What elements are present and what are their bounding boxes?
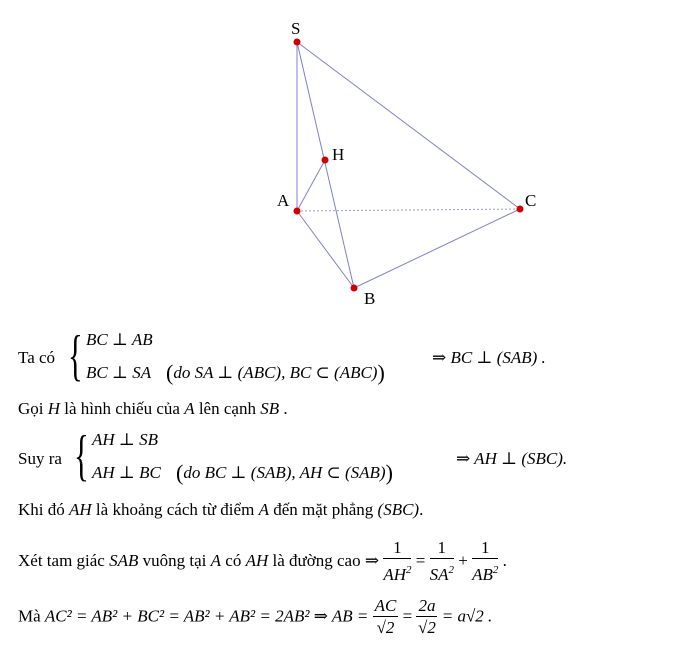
eq: =	[402, 606, 413, 626]
point-B	[351, 285, 358, 292]
label-B: B	[364, 289, 376, 308]
point-S	[294, 39, 301, 46]
line-khi-do	[18, 500, 423, 520]
text: là hình chiếu của	[60, 399, 185, 418]
var-AH: AH	[69, 500, 92, 519]
fraction-2a-over-root2	[416, 596, 437, 639]
end: .	[502, 550, 507, 570]
var-SAB: SAB	[109, 550, 139, 570]
sup: 2	[492, 564, 499, 576]
text: vuông tại	[138, 550, 211, 570]
line-ma	[18, 596, 492, 639]
eq: =	[415, 550, 426, 570]
den: AB	[472, 565, 493, 584]
sys2-result: ⇒ AH ⊥ (SBC).	[456, 449, 568, 468]
sys1-row2a: BC ⊥ SA	[86, 363, 152, 382]
sys1-row2-paren: (do SA ⊥ (ABC), BC ⊂ (ABC))	[166, 360, 385, 385]
sys2-row2b: do BC ⊥ (SAB), AH ⊂ (SAB)	[183, 463, 386, 482]
sys1-row1: BC ⊥ AB	[86, 330, 153, 349]
text: có	[221, 550, 246, 570]
sup: 2	[405, 564, 412, 576]
pyramid-figure	[0, 0, 678, 320]
point-H	[322, 157, 329, 164]
lead-suy-ra: Suy ra	[18, 449, 62, 468]
num: AC	[374, 596, 397, 615]
label-C: C	[525, 191, 537, 210]
label-H: H	[332, 145, 345, 164]
var-A: A	[184, 399, 195, 418]
point-C	[517, 206, 524, 213]
num: 1	[472, 538, 498, 559]
line-xet-tam-giac	[18, 538, 507, 586]
var-A: A	[210, 550, 222, 570]
tail: = a√2 .	[441, 606, 493, 626]
var-SB: SB	[260, 399, 280, 418]
fraction-1-over-AB2	[472, 538, 498, 586]
text: Mà	[18, 606, 45, 626]
num: 1	[430, 538, 454, 559]
plus: +	[458, 550, 468, 570]
den: √2	[418, 618, 436, 637]
fraction-1-over-AH2	[383, 538, 411, 586]
edge-AH	[297, 160, 325, 211]
text: lên cạnh	[194, 399, 261, 418]
text: Gọi	[18, 399, 48, 418]
edge-AC-hidden	[297, 209, 520, 211]
num: 1	[383, 538, 411, 559]
sys2-row2a: AH ⊥ BC	[92, 463, 161, 482]
brace-2: {	[74, 425, 89, 487]
den: √2	[376, 618, 395, 637]
var-H: H	[47, 399, 61, 418]
var-SBC: (SBC)	[377, 500, 420, 519]
text: .	[279, 399, 288, 418]
expr: AC² = AB² + BC² = AB² + AB² = 2AB² ⇒ AB =	[44, 606, 369, 626]
point-A	[294, 208, 301, 215]
sys2-row2-paren: (do BC ⊥ (SAB), AH ⊂ (SAB))	[176, 460, 393, 485]
text: .	[419, 500, 424, 519]
num: 2a	[418, 596, 436, 615]
text: đến mặt phẳng	[268, 500, 378, 519]
label-S: S	[291, 19, 301, 38]
sup: 2	[448, 564, 454, 576]
line-goi-h	[18, 399, 288, 419]
sys1-result: ⇒ BC ⊥ (SAB) .	[432, 348, 546, 367]
label-A: A	[277, 191, 290, 210]
text: là khoảng cách từ điểm	[91, 500, 259, 519]
text: Khi đó	[18, 500, 69, 519]
edge-BC	[354, 209, 520, 288]
fraction-1-over-SA2	[430, 538, 454, 586]
den: AH	[383, 565, 406, 584]
text: là đường cao ⇒	[268, 550, 380, 570]
edge-SC	[297, 42, 520, 209]
var-A: A	[258, 500, 269, 519]
fraction-AC-over-root2	[373, 596, 399, 639]
lead-ta-co: Ta có	[18, 348, 56, 367]
den: SA	[429, 565, 449, 584]
sys1-row2b: do SA ⊥ (ABC), BC ⊂ (ABC)	[173, 363, 378, 382]
sys2-row1: AH ⊥ SB	[92, 430, 159, 449]
var-AH: AH	[245, 550, 269, 570]
text: Xét tam giác	[18, 550, 110, 570]
brace-1: {	[68, 325, 83, 387]
